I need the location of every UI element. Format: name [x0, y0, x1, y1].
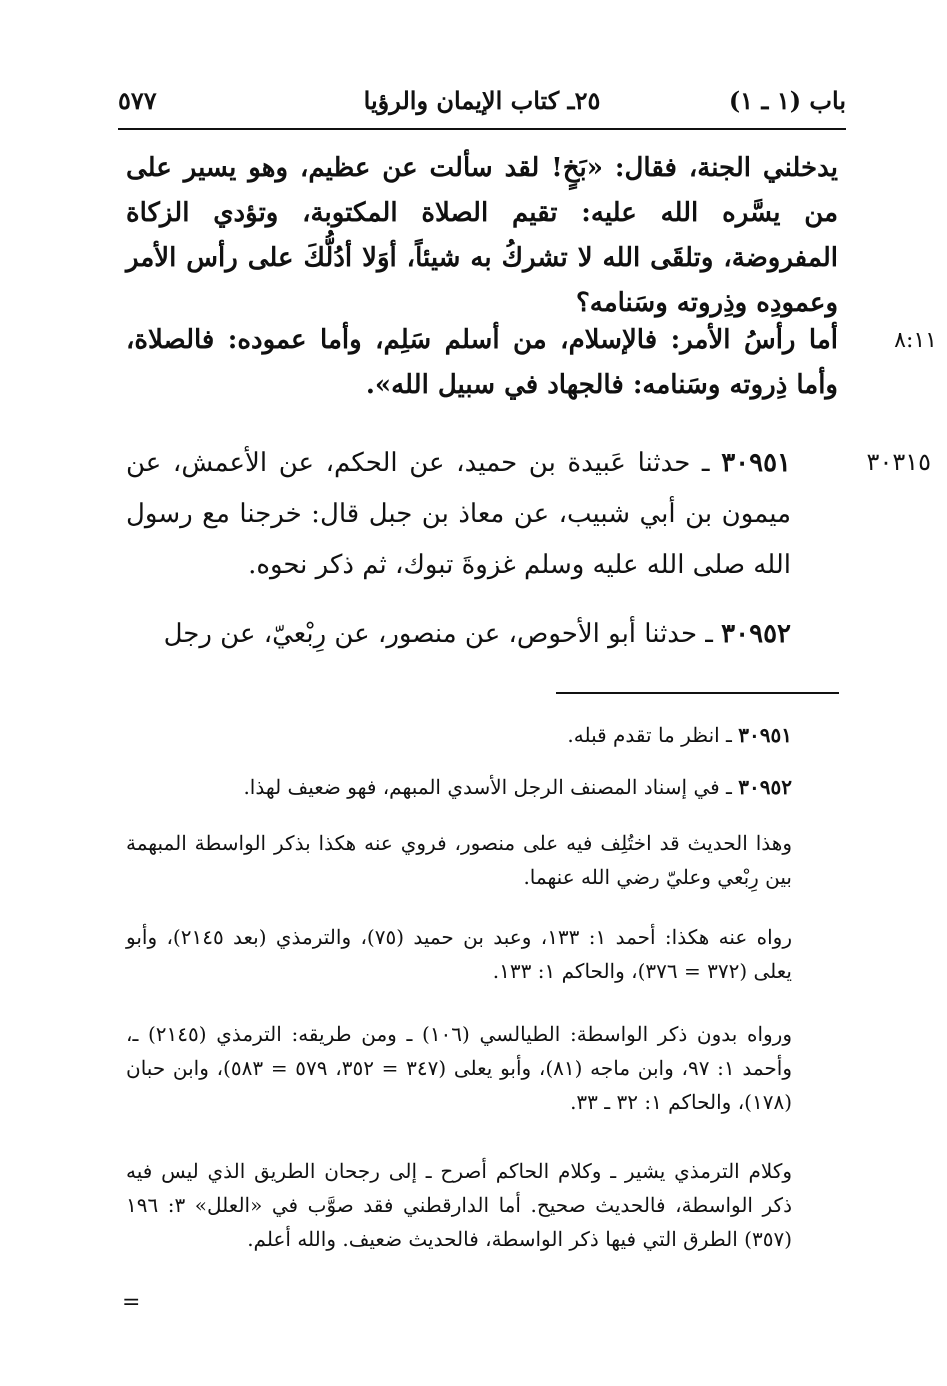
hadith-30952: [126, 612, 791, 657]
hadith-number: ٣٠٩٥٢: [721, 619, 791, 649]
margin-reference: ٣٠٣١٥: [866, 448, 931, 476]
header-divider: [118, 128, 846, 130]
page-number: ٥٧٧: [118, 86, 157, 115]
footnote-paragraph: [126, 826, 792, 894]
footnote-30951: [126, 718, 792, 752]
footnote-divider: [556, 692, 839, 694]
hadith-30951: [126, 438, 791, 591]
hadith-ending-paragraph: [126, 318, 838, 408]
hadith-number: ٣٠٩٥١: [721, 448, 792, 478]
footnote-number: ٣٠٩٥٢: [738, 775, 792, 799]
footnote-number: ٣٠٩٥١: [738, 723, 792, 747]
hadith-text: يدخلني الجنة، فقال: «بَخٍ! لقد سألت عن عظيم، وهو يسير على من يسَّره الله عليه: تقيم الصلاة المكتوبة، وتؤدي الزكاة المفروضة، وتلقَى الله لا تشركُ به شيئاً، أوَلا أدُلُّكَ على رأس الأمر وعمودِه وذِروته وسَنامه؟: [126, 153, 838, 318]
hadith-text: ـ حدثنا عَبيدة بن حميد، عن الحكم، عن الأعمش، عن ميمون بن أبي شبيب، عن معاذ بن جبل قال: خرجنا مع رسول الله صلى الله عليه وسلم غزوةَ تبوك، ثم ذكر نحوه.: [126, 448, 791, 580]
footnote-text: ورواه بدون ذكر الواسطة: الطيالسي (١٠٦) ـ ومن طريقه: الترمذي (٢١٤٥) ـ، وأحمد ١: ٩٧، وابن ماجه (٨١)، وأبو يعلى (٣٤٧ = ٣٥٢، ٥٧٩ = ٥٨٣)، وابن حبان (١٧٨)، والحاكم ١: ٣٢ ـ ٣٣.: [126, 1022, 792, 1114]
footnote-text: وكلام الترمذي يشير ـ وكلام الحاكم أصرح ـ إلى رجحان الطريق الذي ليس فيه ذكر الواسطة، فالحديث صحيح. أما الدارقطني فقد صوَّب في «العلل» ٣: ١٩٦ (٣٥٧) الطرق التي فيها ذكر الواسطة، فالحديث ضعيف. والله أعلم.: [126, 1159, 792, 1251]
footnote-text: ـ انظر ما تقدم قبله.: [567, 723, 732, 747]
hadith-text: ـ حدثنا أبو الأحوص، عن منصور، عن رِبْعيّ، عن رجل: [163, 619, 713, 649]
footnote-30952: [126, 770, 792, 804]
running-header: [118, 82, 846, 122]
footnote-text: ـ في إسناد المصنف الرجل الأسدي المبهم، فهو ضعيف لهذا.: [243, 775, 732, 799]
footnote-text: رواه عنه هكذا: أحمد ١: ١٣٣، وعبد بن حميد (٧٥)، والترمذي (بعد ٢١٤٥)، وأبو يعلى (٣٧٢ = ٣٧٦)، والحاكم ١: ١٣٣.: [126, 925, 793, 983]
footnote-text: وهذا الحديث قد اختُلِف فيه على منصور، فروي عنه هكذا بذكر الواسطة المبهمة بين رِبْعي وعليّ رضي الله عنهما.: [126, 831, 792, 889]
chapter-reference: باب (١ ـ ١): [728, 86, 846, 115]
book-title: ٢٥ـ كتاب الإيمان والرؤيا: [363, 86, 601, 115]
footnote-paragraph: [126, 1017, 792, 1119]
hadith-text: أما رأسُ الأمر: فالإسلام، من أسلم سَلِم، وأما عموده: فالصلاة، وأما ذِروته وسَنامه: فالجهاد في سبيل الله».: [126, 325, 838, 400]
footnote-paragraph: [126, 1154, 792, 1256]
continuation-mark: =: [122, 1290, 141, 1315]
footnote-paragraph: [126, 920, 792, 988]
hadith-continuation-paragraph: [126, 146, 838, 326]
margin-reference: ٨:١١: [894, 328, 937, 353]
